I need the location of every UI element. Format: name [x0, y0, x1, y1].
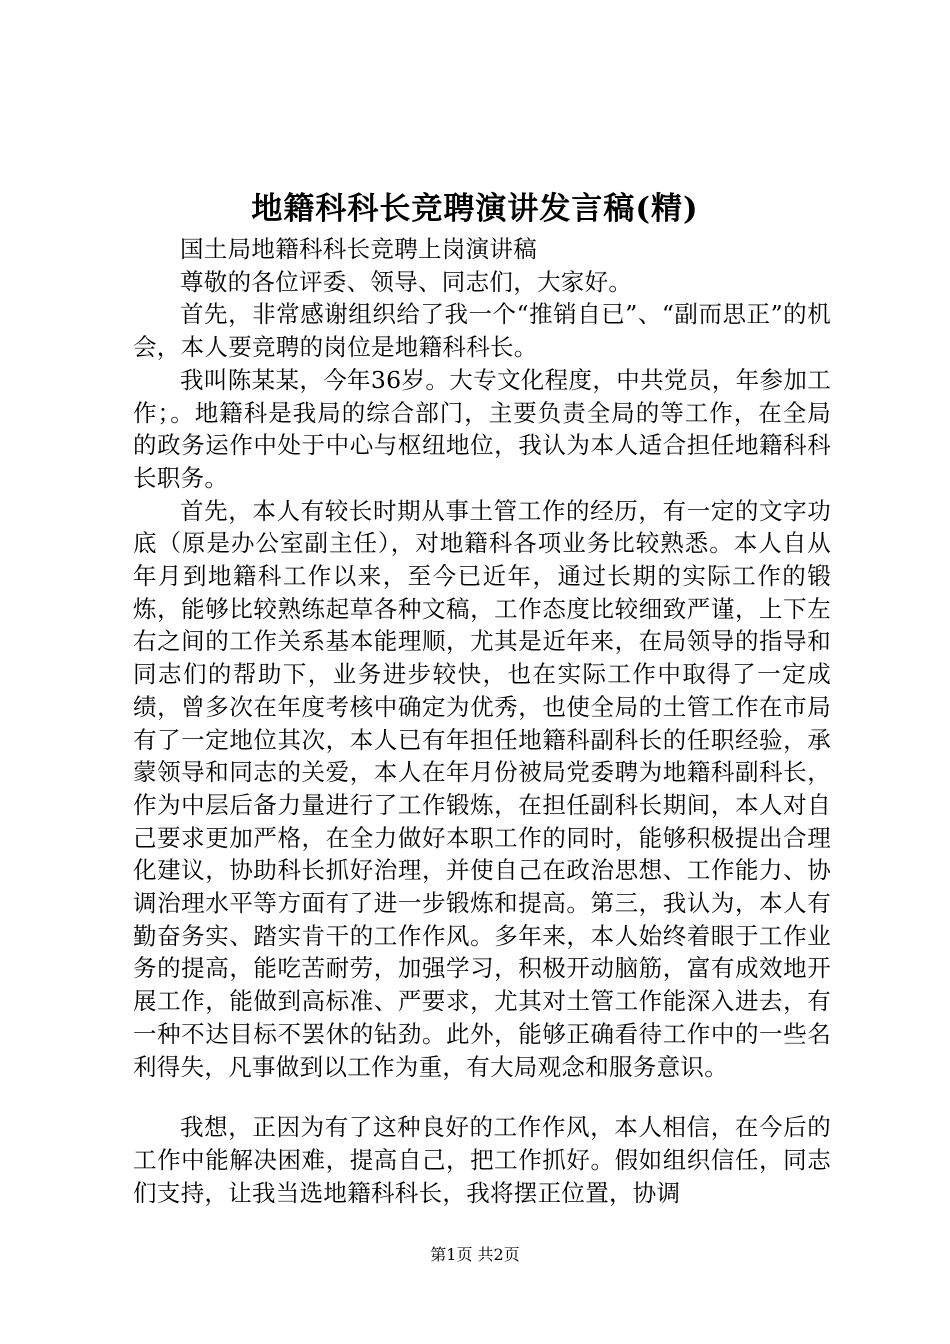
paragraph-intro: 首先，非常感谢组织给了我一个“推销自已”、“副而思正”的机会，本人要竞聘的岗位是地籍科科长。 [133, 300, 831, 362]
page-number-footer: 第1页 共2页 [430, 1245, 520, 1264]
paragraph-commitment: 我想，正因为有了这种良好的工作作风，本人相信，在今后的工作中能解决困难，提高自己，把工作抓好。假如组织信任，同志们支持，让我当选地籍科科长，我将摆正位置，协调 [133, 1113, 831, 1207]
document-title: 地籍科科长竞聘演讲发言稿(精) [251, 191, 699, 227]
paragraph-qualifications: 首先，本人有较长时期从事土管工作的经历，有一定的文字功底（原是办公室副主任），对地籍科各项业务比较熟悉。本人自从年月到地籍科工作以来，至今已近年，通过长期的实际工作的锻炼，能够比较熟练起草各种文稿，工作态度比较细致严谨，上下左右之间的工作关系基本能理顺，尤其是近年来，在局领导的指导和同志们的帮助下，业务进步较快，也在实际工作中取得了一定成绩，曾多次在年度考核中确定为优秀，也使全局的土管工作在市局有了一定地位其次，本人已有年担任地籍科副科长的任职经验，承蒙领导和同志的关爱，本人在年月份被局党委聘为地籍科副科长，作为中层后备力量进行了工作锻炼，在担任副科长期间，本人对自己要求更加严格，在全力做好本职工作的同时，能够积极提出合理化建议，协助科长抓好治理，并使自己在政治思想、工作能力、协调治理水平等方面有了进一步锻炼和提高。第三，我认为，本人有勤奋务实、踏实肯干的工作作风。多年来，本人始终着眼于工作业务的提高，能吃苦耐劳，加强学习，积极开动脑筋，富有成效地开展工作，能做到高标准、严要求，尤其对土管工作能深入进去，有一种不达目标不罢休的钻劲。此外，能够正确看待工作中的一些名利得失，凡事做到以工作为重，有大局观念和服务意识。 [133, 496, 831, 1081]
paragraph-self-introduction: 我叫陈某某，今年36岁。大专文化程度，中共党员，年参加工作；。地籍科是我局的综合部门，主要负责全局的等工作，在全局的政务运作中处于中心与枢纽地位，我认为本人适合担任地籍科科长职务。 [133, 365, 831, 492]
paragraph-gap [133, 1083, 831, 1111]
document-body [133, 233, 831, 1209]
paragraph-heading: 国土局地籍科科长竞聘上岗演讲稿 [180, 235, 537, 263]
paragraph-greeting: 尊敬的各位评委、领导、同志们，大家好。 [180, 267, 633, 296]
